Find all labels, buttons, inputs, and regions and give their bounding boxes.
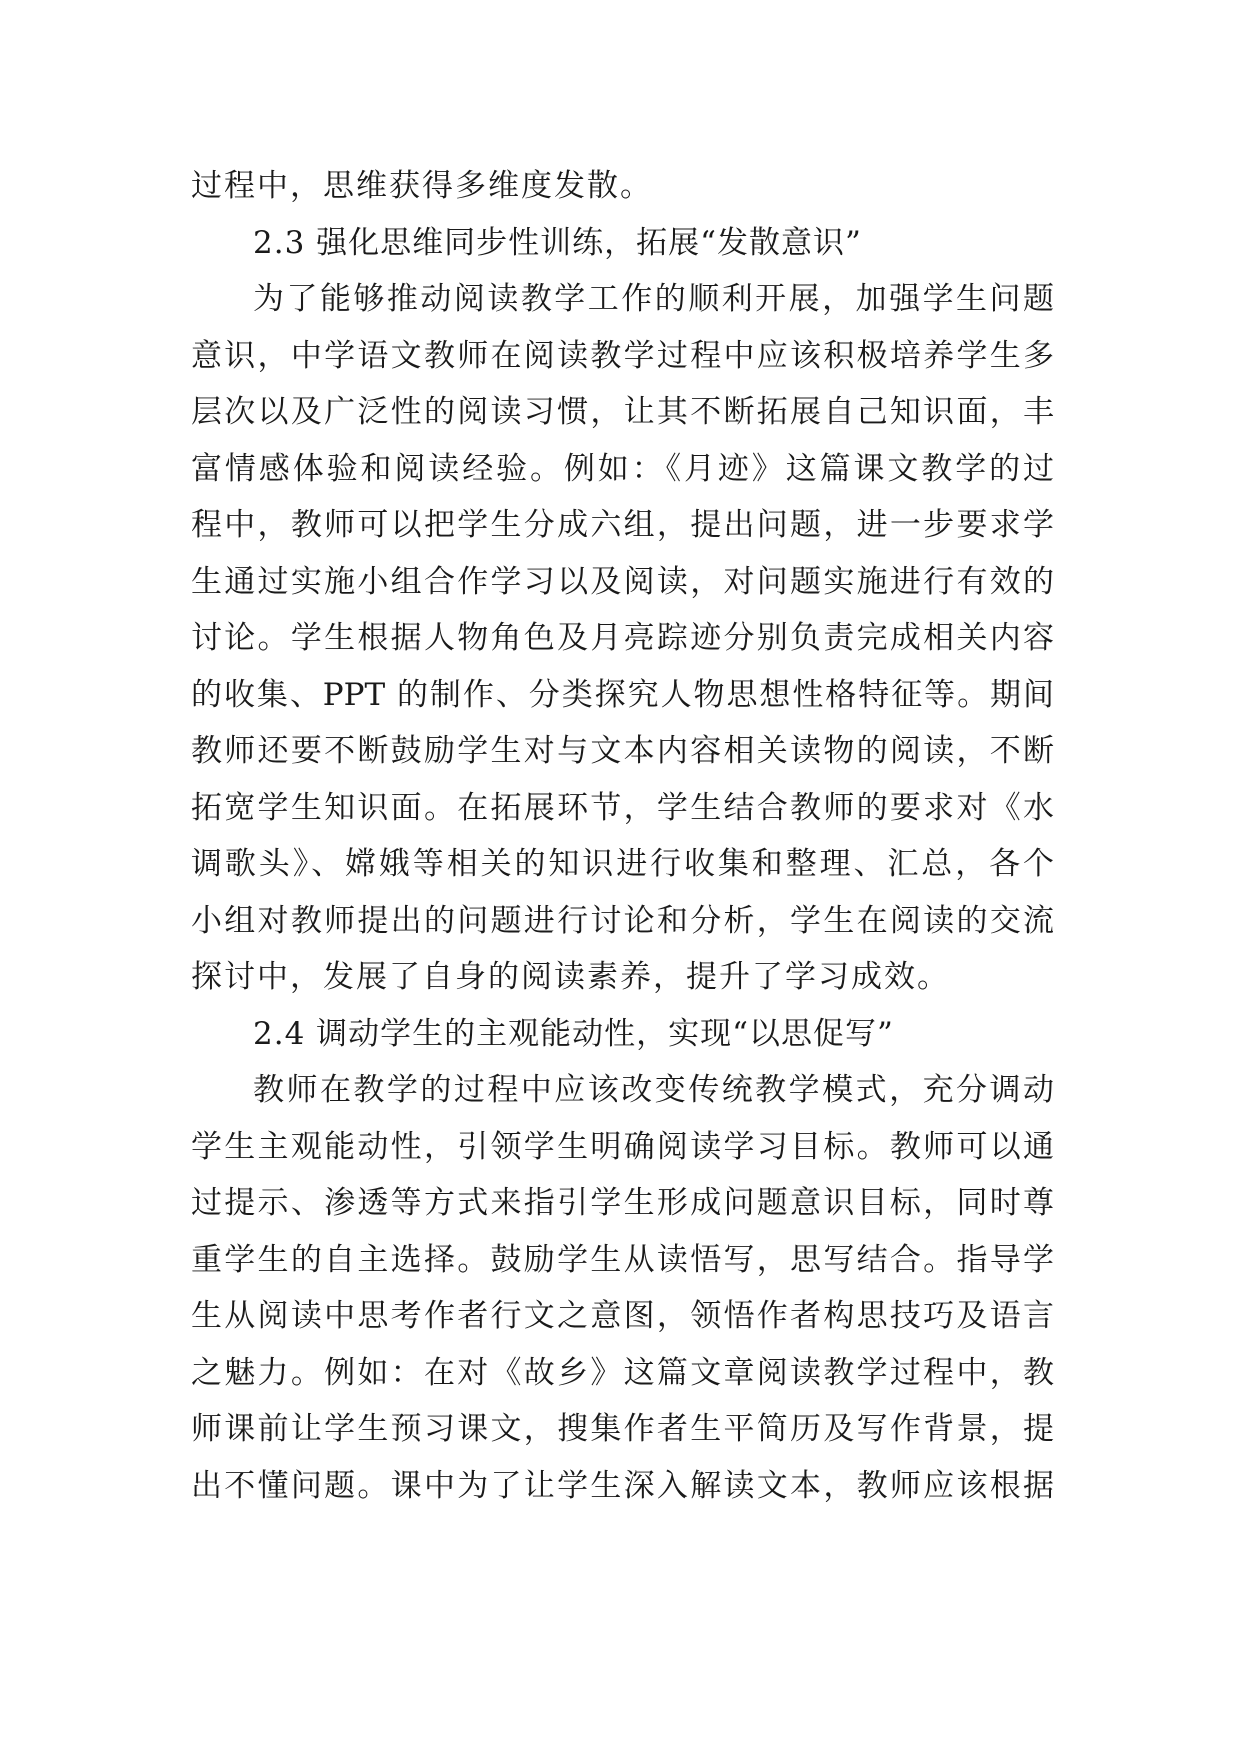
paragraph-line: 层次以及广泛性的阅读习惯，让其不断拓展自己知识面，丰 — [191, 394, 1054, 430]
paragraph-line: 过提示、渗透等方式来指引学生形成问题意识目标，同时尊 — [191, 1185, 1054, 1221]
document-text-body — [191, 158, 1054, 1514]
paragraph-line: 为了能够推动阅读教学工作的顺利开展，加强学生问题 — [253, 281, 1054, 317]
paragraph-line: 重学生的自主选择。鼓励学生从读悟写，思写结合。指导学 — [191, 1241, 1054, 1278]
paragraph-line: 富情感体验和阅读经验。例如：《月迹》这篇课文教学的过 — [191, 450, 1054, 487]
paragraph-line: 学生主观能动性，引领学生明确阅读学习目标。教师可以通 — [191, 1128, 1054, 1165]
paragraph-line: 过程中，思维获得多维度发散。 — [191, 168, 653, 204]
section-heading: 2.3 强化思维同步性训练，拓展“发散意识” — [253, 224, 862, 261]
paragraph-line: 探讨中，发展了自身的阅读素养，提升了学习成效。 — [191, 959, 950, 995]
paragraph-line: 之魅力。例如：在对《故乡》这篇文章阅读教学过程中，教 — [191, 1354, 1054, 1391]
paragraph-line: 调歌头》、嫦娥等相关的知识进行收集和整理、汇总，各个 — [191, 846, 1054, 882]
paragraph-line: 小组对教师提出的问题进行讨论和分析，学生在阅读的交流 — [191, 902, 1054, 939]
paragraph-line: 生通过实施小组合作学习以及阅读，对问题实施进行有效的 — [191, 563, 1054, 600]
paragraph-line: 程中，教师可以把学生分成六组，提出问题，进一步要求学 — [191, 507, 1054, 543]
paragraph-line: 拓宽学生知识面。在拓展环节，学生结合教师的要求对《水 — [191, 789, 1054, 826]
paragraph-line: 师课前让学生预习课文，搜集作者生平简历及写作背景，提 — [191, 1411, 1054, 1447]
paragraph-line: 讨论。学生根据人物角色及月亮踪迹分别负责完成相关内容 — [191, 620, 1054, 656]
paragraph-line: 生从阅读中思考作者行文之意图，领悟作者构思技巧及语言 — [191, 1298, 1054, 1334]
paragraph-line: 教师还要不断鼓励学生对与文本内容相关读物的阅读，不断 — [191, 733, 1054, 769]
paragraph-line: 出不懂问题。课中为了让学生深入解读文本，教师应该根据 — [191, 1467, 1054, 1504]
paragraph-line: 的收集、PPT 的制作、分类探究人物思想性格特征等。期间 — [191, 676, 1054, 713]
paragraph-line: 意识，中学语文教师在阅读教学过程中应该积极培养学生多 — [191, 337, 1054, 374]
paragraph-line: 教师在教学的过程中应该改变传统教学模式，充分调动 — [253, 1072, 1054, 1108]
section-heading: 2.4 调动学生的主观能动性，实现“以思促写” — [253, 1015, 894, 1052]
